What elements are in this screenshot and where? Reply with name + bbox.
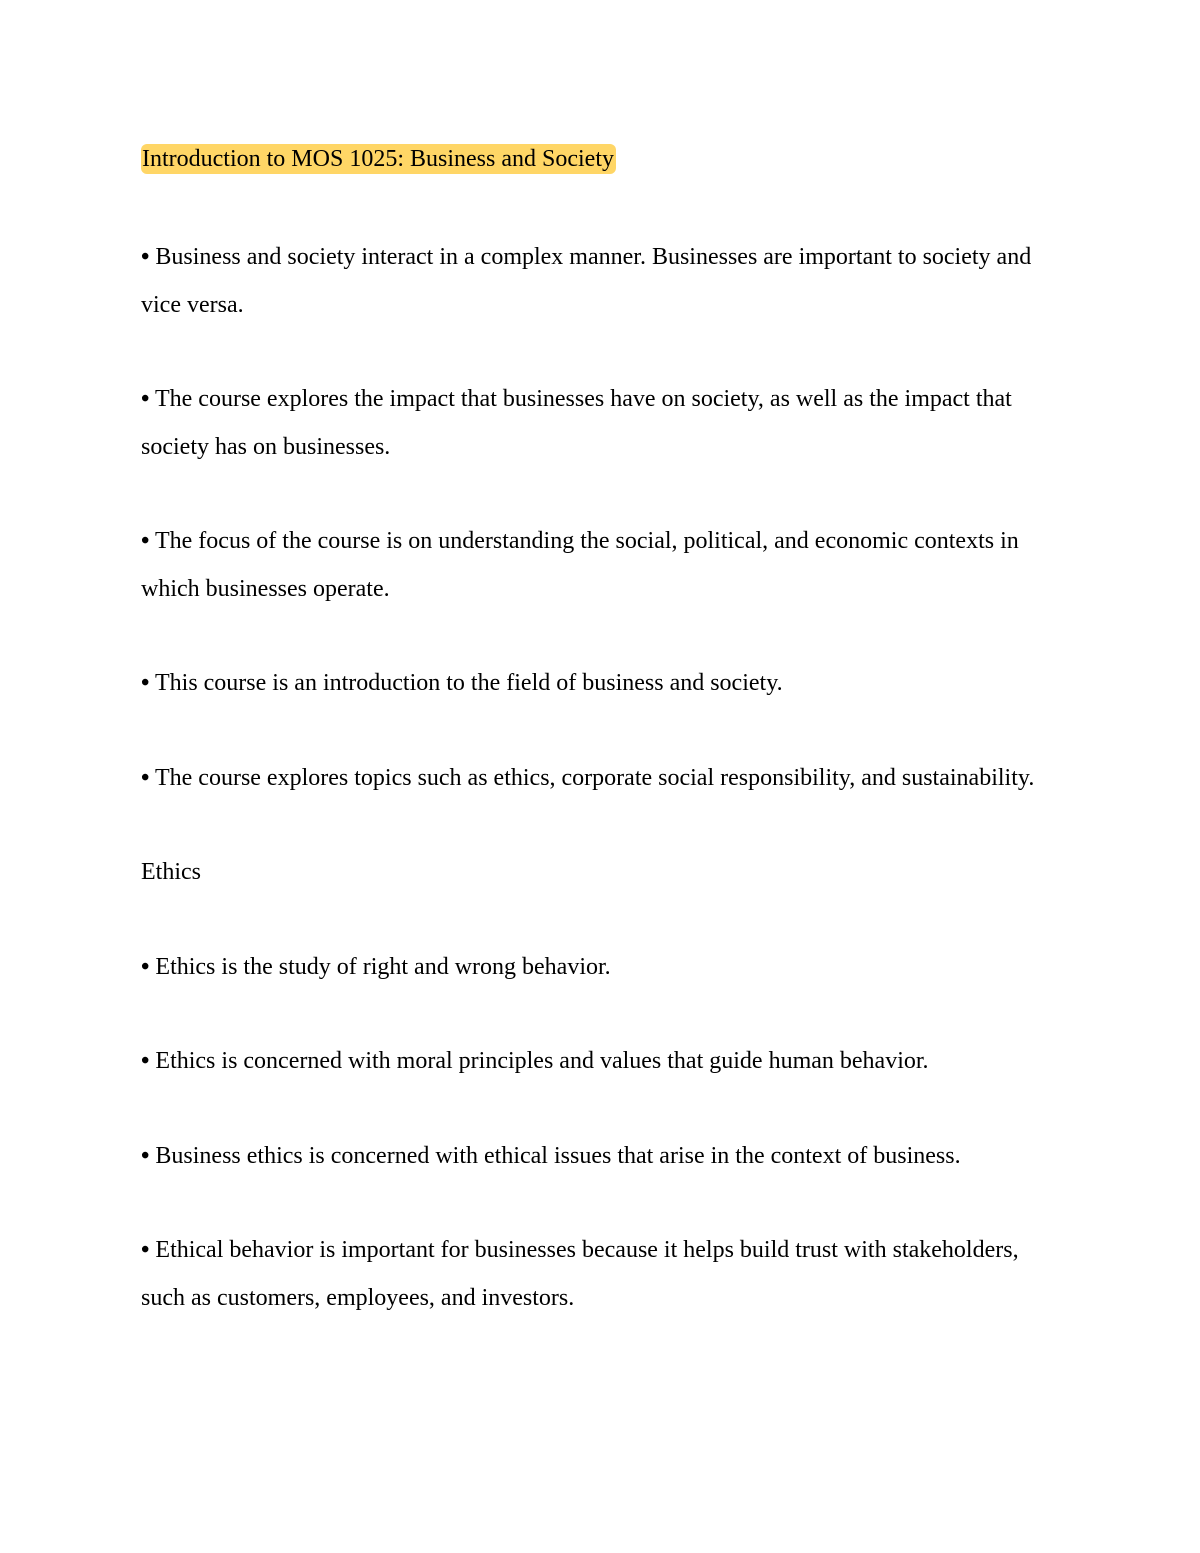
- intro-bullet-text: Business and society interact in a complex manner. Businesses are important to society and vice versa.: [141, 244, 1032, 318]
- ethics-bullet-3: [141, 1133, 1061, 1181]
- document-title-line: [141, 139, 1061, 179]
- intro-bullet-2: [141, 376, 1061, 471]
- ethics-bullet-text: Ethical behavior is important for businesses because it helps build trust with stakeholders, such as customers, employees, and investors.: [141, 1237, 1019, 1311]
- document-title: Introduction to MOS 1025: Business and Society: [142, 146, 614, 172]
- intro-bullet-text: The course explores topics such as ethics, corporate social responsibility, and sustainability.: [154, 764, 1035, 791]
- bullet-marker: •: [141, 244, 150, 270]
- intro-bullet-text: The course explores the impact that businesses have on society, as well as the impact that society has on businesses.: [141, 386, 1012, 460]
- ethics-heading: Ethics: [141, 859, 201, 885]
- bullet-marker: •: [141, 953, 150, 980]
- bullet-marker: •: [141, 670, 150, 696]
- bullet-marker: •: [141, 764, 150, 791]
- ethics-bullet-1: [141, 944, 1061, 992]
- bullet-marker: •: [141, 386, 150, 412]
- bullet-marker: •: [141, 1048, 150, 1074]
- intro-bullet-4: [141, 660, 1061, 708]
- bullet-marker: •: [141, 1142, 150, 1169]
- ethics-bullet-text: Business ethics is concerned with ethical issues that arise in the context of business.: [155, 1142, 961, 1169]
- bullet-marker: •: [141, 528, 150, 554]
- intro-bullet-3: [141, 518, 1061, 613]
- ethics-bullet-text: Ethics is the study of right and wrong behavior.: [155, 953, 611, 980]
- bullet-marker: •: [141, 1237, 150, 1263]
- ethics-bullet-4: [141, 1227, 1061, 1322]
- ethics-bullet-2: [141, 1038, 1061, 1086]
- intro-bullet-1: [141, 234, 1061, 329]
- intro-bullet-text: The focus of the course is on understanding the social, political, and economic contexts in which businesses operate.: [141, 528, 1019, 602]
- ethics-bullet-text: Ethics is concerned with moral principles and values that guide human behavior.: [155, 1048, 929, 1074]
- intro-bullet-5: [141, 755, 1061, 803]
- document-body: [141, 139, 1061, 1322]
- intro-bullet-text: This course is an introduction to the field of business and society.: [154, 670, 783, 696]
